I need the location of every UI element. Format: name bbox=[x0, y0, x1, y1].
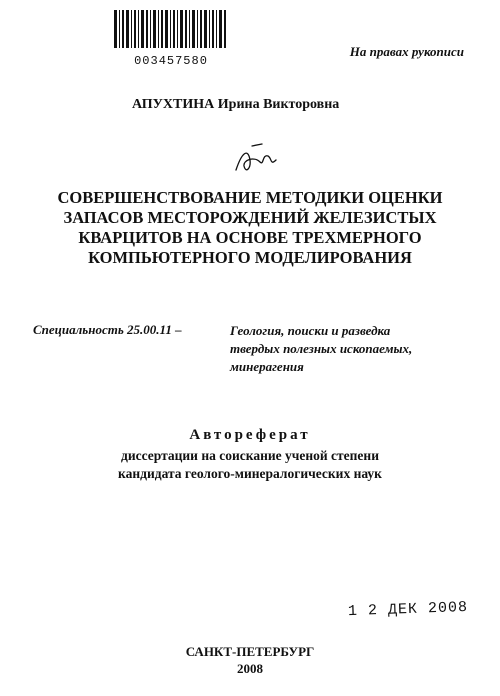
specialty-line: Геология, поиски и разведка bbox=[230, 323, 391, 338]
barcode-bars-icon bbox=[112, 8, 230, 50]
signature-icon bbox=[232, 140, 282, 182]
city-name: САНКТ-ПЕТЕРБУРГ bbox=[185, 644, 315, 659]
degree-line: диссертации на соискание ученой степени bbox=[121, 448, 379, 463]
author-name: АПУХТИНА Ирина Викторовна bbox=[132, 97, 340, 112]
specialty-line: минерагения bbox=[230, 359, 304, 374]
title-line: КВАРЦИТОВ НА ОСНОВЕ ТРЕХМЕРНОГО bbox=[78, 228, 422, 247]
place-and-year bbox=[0, 643, 500, 677]
specialty-line: твердых полезных ископаемых, bbox=[230, 341, 413, 356]
document-type: Автореферат bbox=[189, 427, 311, 443]
title-line: ЗАПАСОВ МЕСТОРОЖДЕНИЙ ЖЕЛЕЗИСТЫХ bbox=[63, 208, 437, 227]
rights-note: На правах рукописи bbox=[349, 44, 464, 59]
publication-year: 2008 bbox=[237, 661, 263, 676]
degree-line: кандидата геолого-минералогических наук bbox=[118, 466, 382, 481]
specialty-description bbox=[230, 322, 476, 376]
barcode-number: 003457580 bbox=[134, 54, 208, 68]
date-stamp: 1 2 ДЕК 2008 bbox=[347, 598, 469, 621]
barcode-stamp bbox=[112, 8, 230, 68]
specialty-label: Специальность 25.00.11 – bbox=[33, 322, 182, 337]
title-line: СОВЕРШЕНСТВОВАНИЕ МЕТОДИКИ ОЦЕНКИ bbox=[57, 188, 443, 207]
title-line: КОМПЬЮТЕРНОГО МОДЕЛИРОВАНИЯ bbox=[88, 248, 412, 267]
degree-description bbox=[0, 447, 500, 483]
dissertation-title bbox=[20, 188, 480, 268]
